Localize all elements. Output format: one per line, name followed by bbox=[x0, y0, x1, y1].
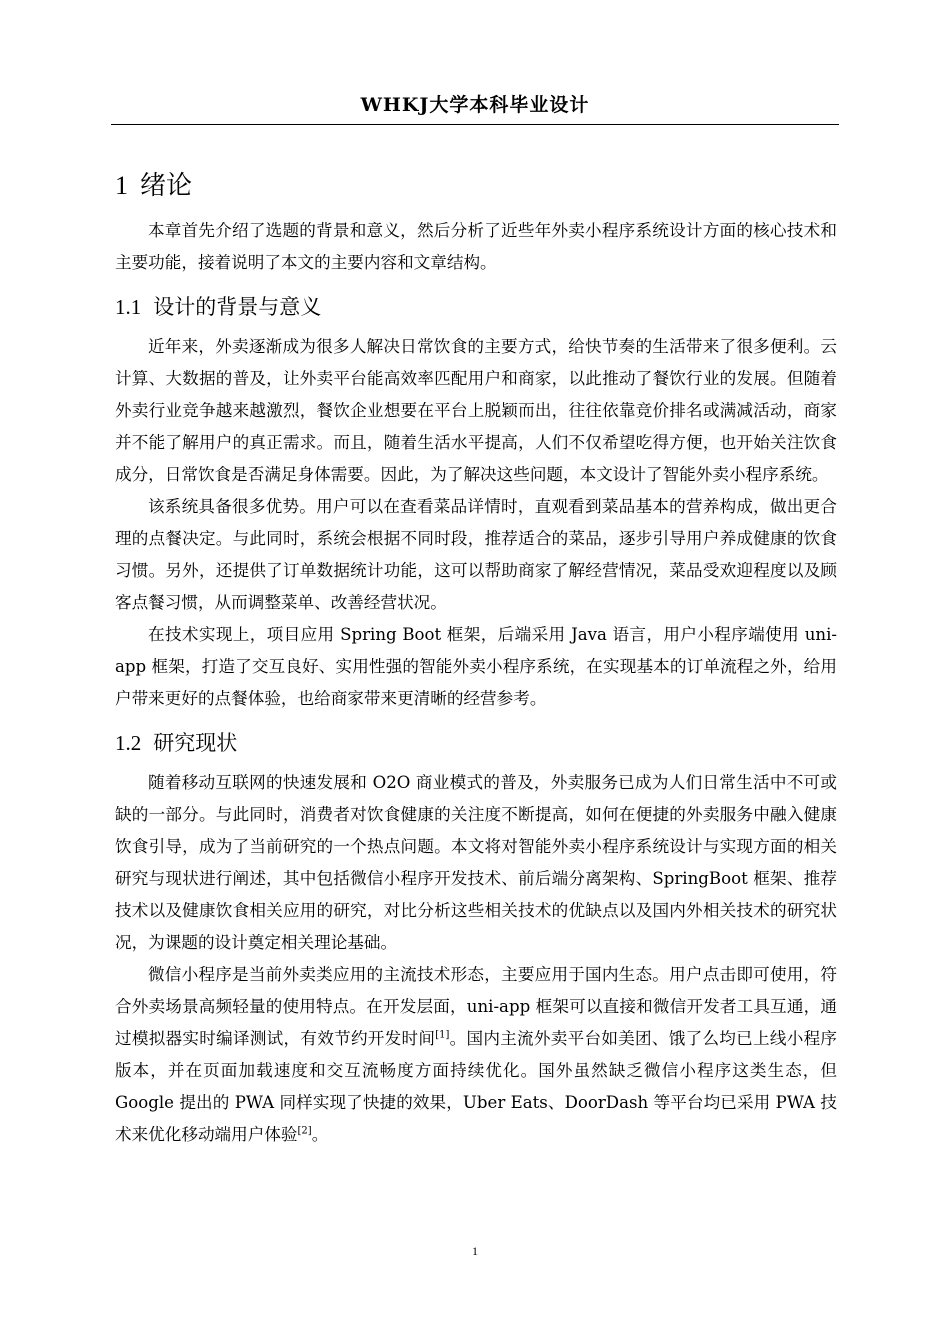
chapter-number: 1 bbox=[115, 171, 128, 200]
section-title: 研究现状 bbox=[153, 731, 238, 755]
running-header: WHKJ大学本科毕业设计 bbox=[360, 94, 590, 116]
citation-ref: [1] bbox=[435, 1029, 450, 1041]
section-heading-1-1 bbox=[115, 289, 837, 325]
chapter-title: 绪论 bbox=[140, 171, 193, 201]
paragraph-text: 。国内主流外卖平台如美团、饿了么均已上线小程序版本，并在页面加载速度和交互流畅度方面持续优化。国外虽然缺乏微信小程序这类生态，但 Google 提出的 PWA 同样实现了快捷的效果，Uber Eats、DoorDash 等平台均已采用 PWA 技术来优化移动端用户体验 bbox=[115, 1029, 838, 1144]
page-number: 1 bbox=[472, 1244, 478, 1258]
paragraph-with-citations bbox=[115, 959, 837, 1151]
section-number: 1.1 bbox=[115, 295, 142, 319]
paragraph-text: 。 bbox=[311, 1125, 329, 1144]
citation-ref: [2] bbox=[297, 1125, 312, 1137]
paragraph: 在技术实现上，项目应用 Spring Boot 框架，后端采用 Java 语言，用户小程序端使用 uni-app 框架，打造了交互良好、实用性强的智能外卖小程序系统，在实现基本的订单流程之外，给用户带来更好的点餐体验，也给商家带来更清晰的经营参考。 bbox=[115, 625, 837, 708]
header-divider bbox=[111, 124, 839, 125]
paragraph: 该系统具备很多优势。用户可以在查看菜品详情时，直观看到菜品基本的营养构成，做出更合理的点餐决定。与此同时，系统会根据不同时段，推荐适合的菜品，逐步引导用户养成健康的饮食习惯。另外，还提供了订单数据统计功能，这可以帮助商家了解经营情况，菜品受欢迎程度以及顾客点餐习惯，从而调整菜单、改善经营状况。 bbox=[115, 497, 837, 612]
section-number: 1.2 bbox=[115, 731, 142, 755]
chapter-heading bbox=[115, 163, 837, 209]
section-heading-1-2 bbox=[115, 725, 837, 761]
chapter-intro-paragraph: 本章首先介绍了选题的背景和意义，然后分析了近些年外卖小程序系统设计方面的核心技术和主要功能，接着说明了本文的主要内容和文章结构。 bbox=[115, 221, 837, 272]
paragraph: 近年来，外卖逐渐成为很多人解决日常饮食的主要方式，给快节奏的生活带来了很多便利。云计算、大数据的普及，让外卖平台能高效率匹配用户和商家，以此推动了餐饮行业的发展。但随着外卖行业竞争越来越激烈，餐饮企业想要在平台上脱颖而出，往往依靠竞价排名或满减活动，商家并不能了解用户的真正需求。而且，随着生活水平提高，人们不仅希望吃得方便，也开始关注饮食成分，日常饮食是否满足身体需要。因此，为了解决这些问题，本文设计了智能外卖小程序系统。 bbox=[115, 337, 837, 484]
paragraph: 随着移动互联网的快速发展和 O2O 商业模式的普及，外卖服务已成为人们日常生活中不可或缺的一部分。与此同时，消费者对饮食健康的关注度不断提高，如何在便捷的外卖服务中融入健康饮食引导，成为了当前研究的一个热点问题。本文将对智能外卖小程序系统设计与实现方面的相关研究与现状进行阐述，其中包括微信小程序开发技术、前后端分离架构、SpringBoot 框架、推荐技术以及健康饮食相关应用的研究，对比分析这些相关技术的优缺点以及国内外相关技术的研究状况，为课题的设计奠定相关理论基础。 bbox=[115, 773, 837, 952]
section-title: 设计的背景与意义 bbox=[153, 295, 322, 319]
paragraph-text: 微信小程序是当前外卖类应用的主流技术形态，主要应用于国内生态。用户点击即可使用，符合外卖场景高频轻量的使用特点。在开发层面，uni-app 框架可以直接和微信开发者工具互通，通过模拟器实时编译测试，有效节约开发时间 bbox=[115, 965, 837, 1048]
page-body bbox=[115, 163, 837, 1151]
